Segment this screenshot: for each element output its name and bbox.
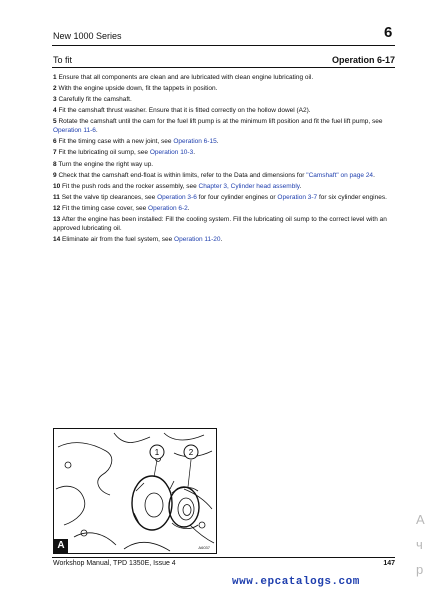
step-text: Set the valve tip clearances, see [61,193,158,201]
step-number: 8 [53,160,57,168]
step-number: 9 [53,171,57,179]
step-text: . [216,138,219,146]
page-number: 147 [383,560,395,567]
step-text: . [373,171,375,179]
step-text: Fit the timing case cover, see [62,204,149,212]
step-item [53,161,396,170]
callout-2-label: 2 [188,448,194,457]
edge-characters [416,507,427,582]
step-text: With the engine upside down, fit the tappets in position. [58,85,218,93]
step-item [53,107,396,116]
step-text: After the engine has been installed: Fill the cooling system. Fill the lubricating oil sump to the correct level with an approved lubricating oil. [53,216,387,232]
step-item [53,138,396,147]
cross-reference-link[interactable]: Chapter 3, Cylinder head assembly [198,182,300,190]
cross-reference-link[interactable]: Operation 11-20 [174,236,221,244]
step-number: 14 [53,236,61,244]
section-label: To fit [53,55,73,65]
cross-reference-link[interactable]: Operation 3-6 [157,193,197,201]
step-text: Carefully fit the camshaft. [58,96,132,104]
operation-title: Operation 6-17 [331,55,395,65]
chapter-number: 6 [384,24,393,41]
cross-reference-link[interactable]: Operation 6-2 [148,204,188,212]
step-item [53,96,396,105]
step-number: 1 [53,74,57,81]
cross-reference-link[interactable]: Operation 11-6 [53,127,96,135]
figure-letter: A [54,539,68,553]
step-item [53,216,396,234]
step-text: for four cylinder engines or [196,193,278,201]
step-number: 2 [53,85,57,93]
footer-rule [52,557,395,558]
step-number: 12 [53,204,61,212]
edge-char: ч [416,537,423,552]
step-number: 5 [53,118,57,126]
step-text: . [220,236,223,244]
footer-manual: Workshop Manual, TPD 1350E, Issue 4 [53,560,176,567]
step-text: Check that the camshaft end-float is within limits, refer to the Data and dimensions for [58,171,307,179]
step-text: Ensure that all components are clean and are lubricated with clean engine lubricating oil. [58,74,314,81]
step-item [53,236,396,245]
cross-reference-link[interactable]: Operation 3-7 [277,193,318,201]
step-item [53,74,396,83]
step-number: 7 [53,149,57,157]
step-number: 6 [53,138,57,146]
step-item [53,172,396,181]
step-number: 11 [53,193,60,201]
step-text: Rotate the camshaft until the cam for the fuel lift pump is at the minimum lift position and fit the fuel lift pump, see [58,118,383,126]
edge-char: р [416,562,424,577]
camshaft-illustration [54,429,216,553]
step-number: 10 [53,182,61,190]
step-text: Fit the camshaft thrust washer. Ensure that it is fitted correctly on the hollow dowel (A2). [58,107,311,115]
step-item [53,183,396,192]
section-rule [52,67,395,68]
step-item [53,205,396,214]
step-text: . [187,204,190,212]
step-text: . [95,127,98,135]
step-text: Eliminate air from the fuel system, see [62,236,175,244]
step-text: Fit the lubricating oil sump, see [58,149,150,157]
watermark-link[interactable]: www.epcatalogs.com [232,576,360,588]
edge-char: A [416,512,425,527]
figure-a [53,428,217,554]
step-number: 3 [53,96,57,104]
step-text: . [299,182,302,190]
step-item [53,85,396,94]
cross-reference-link[interactable]: "Camshaft" on page 24 [306,171,374,179]
step-item [53,194,396,203]
step-item [53,149,396,158]
cross-reference-link[interactable]: Operation 6-15 [173,138,217,146]
step-text: Fit the timing case with a new joint, see [58,138,174,146]
callout-1-label: 1 [154,448,160,457]
step-text: for six cylinder engines. [317,193,387,201]
step-number: 4 [53,107,57,115]
header-rule [52,45,395,46]
step-number: 13 [53,216,61,224]
cross-reference-link[interactable]: Operation 10-3 [149,149,194,157]
step-text: Turn the engine the right way up. [58,160,154,168]
step-item [53,118,396,136]
step-text: . [193,149,196,157]
step-text: Fit the push rods and the rocker assembly, see [62,182,199,190]
figure-code: A6037 [198,545,210,550]
steps-list [53,74,396,247]
series-title: New 1000 Series [53,31,122,41]
